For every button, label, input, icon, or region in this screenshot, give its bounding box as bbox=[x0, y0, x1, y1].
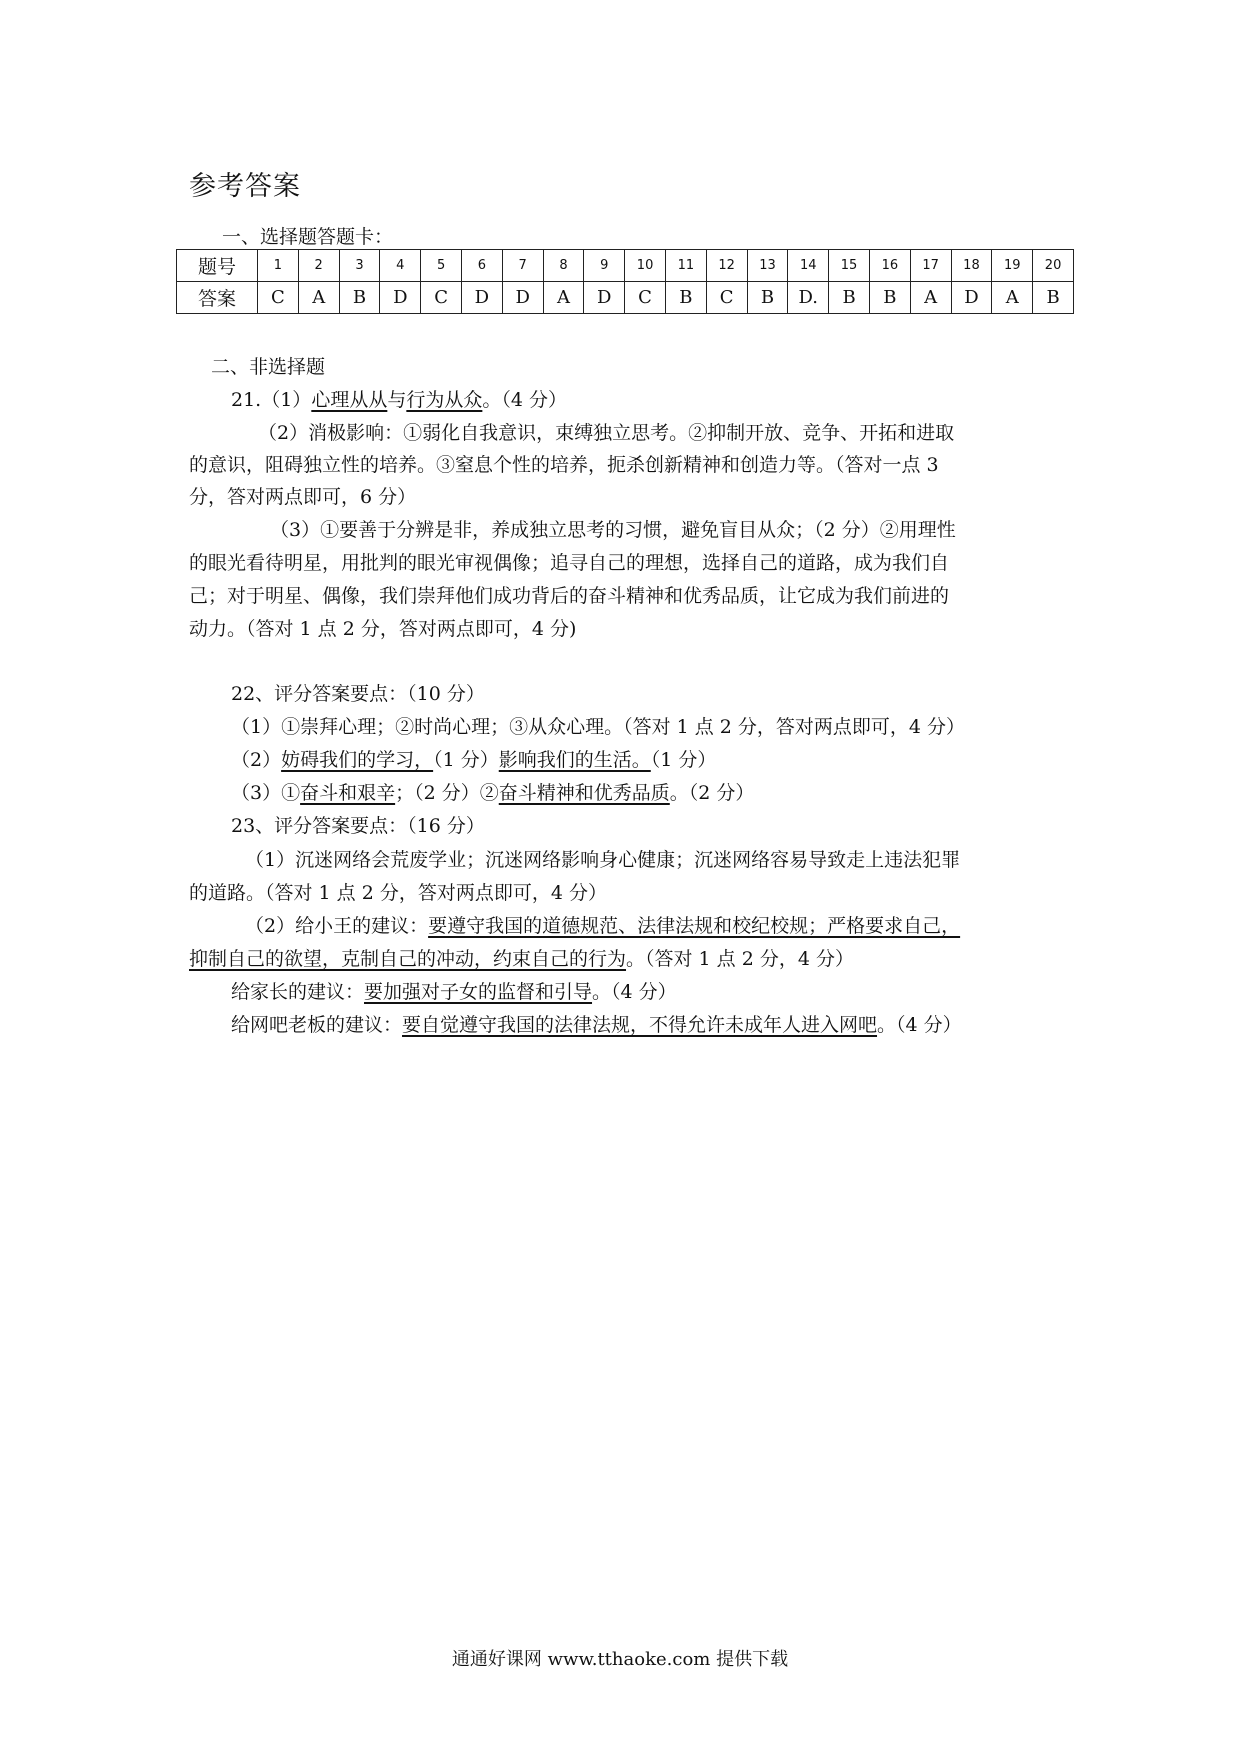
question-number-cell: 13 bbox=[747, 250, 788, 282]
answer-cell: B bbox=[1033, 282, 1074, 314]
q23-part3 bbox=[231, 980, 677, 1004]
question-number-cell: 11 bbox=[665, 250, 706, 282]
question-number-cell: 6 bbox=[461, 250, 502, 282]
section1-title: 一、选择题答题卡： bbox=[222, 226, 394, 248]
q21-part3-line3: 己；对于明星、偶像，我们崇拜他们成功背后的奋斗精神和优秀品质，让它成为我们前进的 bbox=[189, 585, 950, 607]
q21-part3-line4: 动力。（答对 1 点 2 分，答对两点即可，4 分) bbox=[189, 618, 577, 640]
answer-cell: D bbox=[380, 282, 421, 314]
q23-p2-underline-2: 抑制自己的欲望，克制自己的冲动，约束自己的行为 bbox=[189, 948, 627, 970]
answer-cell: B bbox=[747, 282, 788, 314]
footer-source: 通通好课网 www.tthaoke.com 提供下载 bbox=[451, 1649, 789, 1670]
question-number-cell: 20 bbox=[1033, 250, 1074, 282]
answer-card-table bbox=[176, 249, 1074, 314]
q21-p1-mid: 与 bbox=[387, 389, 407, 411]
q21-part2-line2: 的意识，阻碍独立性的培养。③窒息个性的培养，扼杀创新精神和创造力等。（答对一点 3 bbox=[189, 454, 939, 476]
q21-part3-line2: 的眼光看待明星，用批判的眼光审视偶像；追寻自己的理想，选择自己的道路，成为我们自 bbox=[189, 552, 950, 574]
q23-p2-prefix: （2）给小王的建议： bbox=[245, 915, 429, 937]
q22-p2-underline-2: 影响我们的生活。 bbox=[498, 749, 651, 771]
question-number-cell: 19 bbox=[992, 250, 1033, 282]
question-number-cell: 4 bbox=[380, 250, 421, 282]
question-number-cell: 12 bbox=[706, 250, 747, 282]
table-row-answers bbox=[177, 282, 1074, 314]
q22-part2 bbox=[231, 748, 716, 772]
q22-p3-suffix: 。（2 分） bbox=[669, 782, 755, 804]
section2-title: 二、非选择题 bbox=[211, 356, 326, 378]
question-number-cell: 15 bbox=[829, 250, 870, 282]
q22-part1: （1）①崇拜心理；②时尚心理；③从众心理。（答对 1 点 2 分，答对两点即可，4 分） bbox=[231, 716, 966, 738]
q22-p2-suffix: （1 分） bbox=[650, 749, 717, 771]
row-label-answer: 答案 bbox=[177, 282, 258, 314]
q22-heading: 22、评分答案要点：（10 分） bbox=[231, 683, 485, 705]
question-number-cell: 5 bbox=[421, 250, 462, 282]
table-row-numbers bbox=[177, 250, 1074, 282]
answer-cell: A bbox=[992, 282, 1033, 314]
question-number-cell: 1 bbox=[258, 250, 299, 282]
q23-part2-line1 bbox=[245, 914, 960, 938]
q23-p3-suffix: 。（4 分） bbox=[592, 981, 677, 1003]
question-number-cell: 2 bbox=[298, 250, 339, 282]
q23-part2-line2 bbox=[189, 947, 854, 971]
answer-cell: A bbox=[298, 282, 339, 314]
answer-cell: C bbox=[625, 282, 666, 314]
question-number-cell: 9 bbox=[584, 250, 625, 282]
q23-p2-suffix: 。（答对 1 点 2 分，4 分） bbox=[626, 948, 854, 970]
q21-p1-underline-1: 心理从从 bbox=[311, 389, 388, 411]
q22-p2-prefix: （2） bbox=[231, 749, 282, 771]
q23-part4 bbox=[231, 1013, 962, 1037]
q23-p4-suffix: 。（4 分） bbox=[877, 1014, 962, 1036]
q21-part2-line3: 分，答对两点即可，6 分） bbox=[189, 486, 417, 508]
q22-part3 bbox=[231, 781, 754, 805]
question-number-cell: 16 bbox=[869, 250, 910, 282]
q23-p3-prefix: 给家长的建议： bbox=[231, 981, 365, 1003]
q22-p2-underline-1: 妨碍我们的学习， bbox=[281, 749, 434, 771]
answer-cell: B bbox=[339, 282, 380, 314]
answer-cell: D bbox=[951, 282, 992, 314]
question-number-cell: 17 bbox=[910, 250, 951, 282]
q23-p3-underline: 要加强对子女的监督和引导 bbox=[364, 981, 593, 1003]
question-number-cell: 10 bbox=[625, 250, 666, 282]
q21-p1-underline-2: 行为从众 bbox=[406, 389, 483, 411]
q21-p1-suffix: 。（4 分） bbox=[482, 389, 567, 411]
q22-p3-mid: ；（2 分）② bbox=[395, 782, 499, 804]
answer-cell: A bbox=[910, 282, 951, 314]
answer-cell: D bbox=[502, 282, 543, 314]
answer-cell: D bbox=[461, 282, 502, 314]
q22-p3-prefix: （3）① bbox=[231, 782, 301, 804]
question-number-cell: 3 bbox=[339, 250, 380, 282]
page-title: 参考答案 bbox=[189, 171, 301, 202]
answer-cell: B bbox=[665, 282, 706, 314]
answer-cell: D. bbox=[788, 282, 829, 314]
answer-cell: A bbox=[543, 282, 584, 314]
q23-p2-underline-1: 要遵守我国的道德规范、法律法规和校纪校规；严格要求自己， bbox=[428, 915, 961, 937]
answer-cell: C bbox=[706, 282, 747, 314]
answer-cell: C bbox=[421, 282, 462, 314]
answer-cell: B bbox=[869, 282, 910, 314]
q23-heading: 23、评分答案要点：（16 分） bbox=[231, 815, 485, 837]
q22-p3-underline-2: 奋斗精神和优秀品质 bbox=[498, 782, 670, 804]
q22-p3-underline-1: 奋斗和艰辛 bbox=[300, 782, 396, 804]
question-number-cell: 7 bbox=[502, 250, 543, 282]
question-number-cell: 14 bbox=[788, 250, 829, 282]
question-number-cell: 18 bbox=[951, 250, 992, 282]
q21-part2-line1: （2）消极影响：①弱化自我意识，束缚独立思考。②抑制开放、竞争、开拓和进取 bbox=[258, 422, 955, 444]
q23-part1-line1: （1）沉迷网络会荒废学业；沉迷网络影响身心健康；沉迷网络容易导致走上违法犯罪 bbox=[245, 849, 961, 871]
q21-part3-line1: （3）①要善于分辨是非，养成独立思考的习惯，避免盲目从众；（2 分）②用理性 bbox=[270, 519, 956, 541]
answer-cell: C bbox=[258, 282, 299, 314]
q23-part1-line2: 的道路。（答对 1 点 2 分，答对两点即可，4 分） bbox=[189, 882, 607, 904]
answer-cell: B bbox=[829, 282, 870, 314]
q21-p1-prefix: 21.（1） bbox=[231, 389, 312, 411]
q21-part1 bbox=[231, 388, 567, 412]
q23-p4-prefix: 给网吧老板的建议： bbox=[231, 1014, 403, 1036]
answer-cell: D bbox=[584, 282, 625, 314]
row-label-number: 题号 bbox=[177, 250, 258, 282]
q23-p4-underline: 要自觉遵守我国的法律法规，不得允许未成年人进入网吧 bbox=[402, 1014, 878, 1036]
question-number-cell: 8 bbox=[543, 250, 584, 282]
q22-p2-mid: （1 分） bbox=[433, 749, 499, 771]
